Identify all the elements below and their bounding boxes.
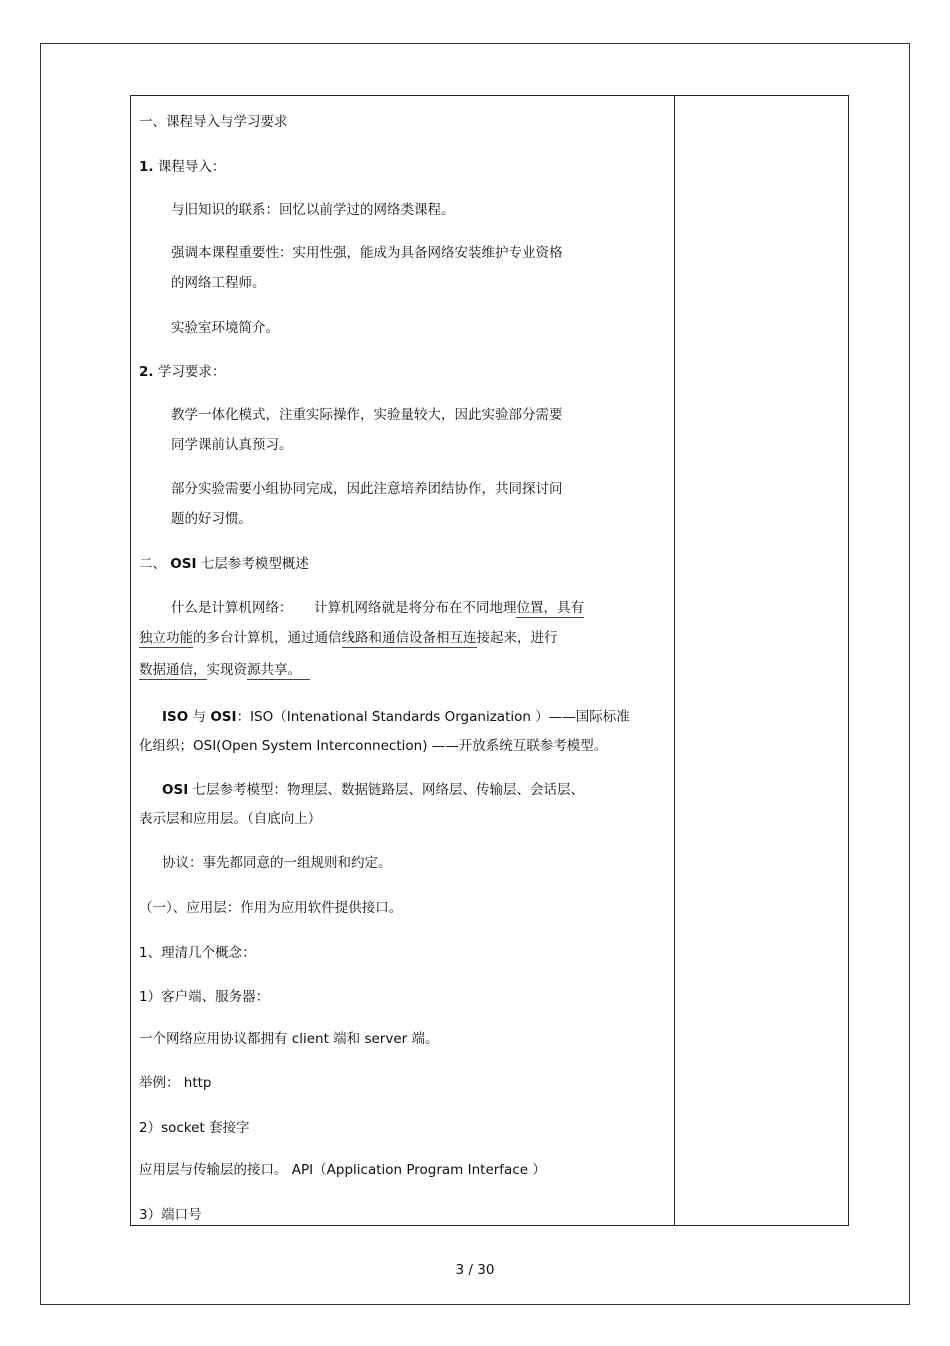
definition-question: 什么是计算机网络： (171, 600, 293, 616)
definition-answer-part1: 计算机网络就是将分布在不同地理 (313, 600, 517, 616)
item2-label: 学习要求： (157, 364, 226, 380)
section2-heading-osi: OSI (170, 556, 197, 572)
concept2-desc: 应用层与传输层的接口。 API（Application Program Interface ） (139, 1162, 546, 1178)
iso-line1 (162, 702, 630, 732)
definition-underline4: 设备相互连 (409, 630, 477, 646)
definition-underline-tail (301, 662, 310, 680)
osi-model-line2: 表示层和应用层。（自底向上） (139, 811, 322, 827)
page-number: 3 / 30 (455, 1262, 495, 1278)
definition-answer-part3: 接起来，进行 (476, 630, 558, 646)
definition-answer-part4: 实现资 (206, 662, 247, 678)
notes-column-divider (674, 96, 675, 1225)
iso-line2: 化组织；OSI(Open System Interconnection) ——开放系统互联参考模型。 (139, 738, 608, 754)
concept2-title: 2）socket 套接字 (139, 1120, 250, 1136)
example-line: 举例： http (139, 1075, 212, 1091)
iso-desc: ：ISO（Intenational Standards Organization ）——国际标准 (236, 709, 630, 725)
definition-underline3: 线路和通信 (341, 630, 409, 646)
item2-p1-line2: 同学课前认真预习。 (171, 437, 293, 453)
item2-number: 2. (139, 364, 154, 380)
item1-title (139, 152, 225, 182)
concept1-desc: 一个网络应用协议都拥有 client 端和 server 端。 (139, 1031, 439, 1047)
item1-label: 课程导入： (157, 159, 226, 175)
definition-underline1: 位置，具有 (516, 600, 584, 616)
section2-heading (139, 549, 309, 579)
section2-heading-prefix: 二、 (139, 556, 166, 572)
item1-number: 1. (139, 159, 154, 175)
osi-model-bold: OSI (162, 782, 189, 798)
definition-underline2: 独立功能 (139, 630, 193, 646)
definition-line3 (139, 655, 310, 685)
definition-underline5: 数据通信， (139, 662, 207, 678)
item1-p3: 实验室环境简介。 (171, 320, 279, 336)
osi-model-layers: 七层参考模型：物理层、数据链路层、网络层、传输层、会话层、 (192, 782, 585, 798)
item2-p2-line1: 部分实验需要小组协同完成，因此注意培养团结协作，共同探讨问 (171, 481, 563, 497)
lesson-content (131, 96, 674, 1225)
definition-line1 (171, 593, 584, 623)
item1-p1: 与旧知识的联系：回忆以前学过的网络类课程。 (171, 202, 455, 218)
concept1-title: 1）客户端、服务器： (139, 989, 270, 1005)
osi-model-line1 (162, 775, 584, 805)
item2-title (139, 357, 225, 387)
concept3-title: 3）端口号 (139, 1207, 202, 1223)
iso-and: 与 (192, 709, 207, 725)
protocol-definition: 协议：事先都同意的一组规则和约定。 (162, 855, 392, 871)
definition-answer-part2: 的多台计算机，通过通信 (193, 630, 342, 646)
definition-line2 (139, 623, 558, 653)
item1-p2-line1: 强调本课程重要性：实用性强，能成为具备网络安装维护专业资格 (171, 245, 563, 261)
lesson-table (130, 95, 849, 1226)
item1-p2-line2: 的网络工程师。 (171, 275, 266, 291)
definition-underline6: 源共享。 (247, 662, 301, 678)
section2-heading-rest: 七层参考模型概述 (200, 556, 309, 572)
application-layer: （一）、应用层：作用为应用软件提供接口。 (139, 900, 403, 916)
osi-bold: OSI (210, 709, 237, 725)
iso-bold: ISO (162, 709, 189, 725)
section1-heading: 一、课程导入与学习要求 (139, 114, 288, 130)
item2-p1-line1: 教学一体化模式，注重实际操作，实验量较大，因此实验部分需要 (171, 407, 563, 423)
item2-p2-line2: 题的好习惯。 (171, 511, 252, 527)
concepts-heading: 1、理清几个概念： (139, 945, 256, 961)
